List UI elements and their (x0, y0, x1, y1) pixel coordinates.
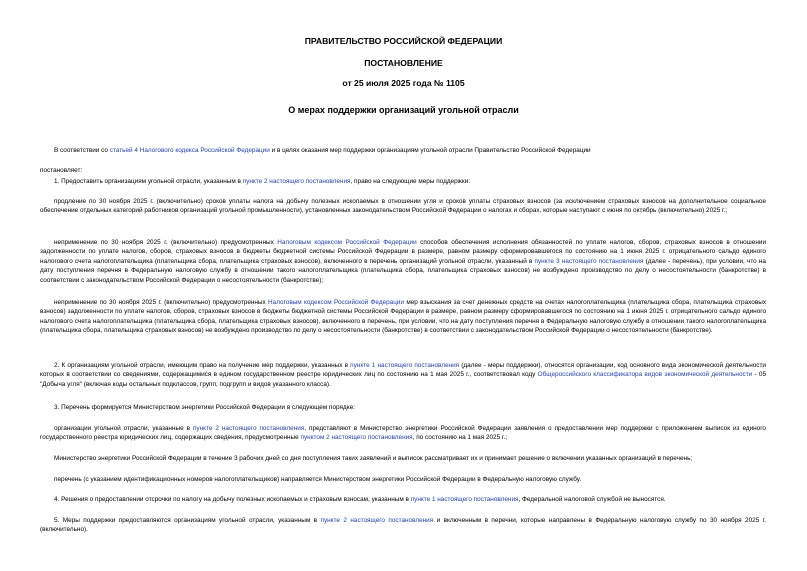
link-tax-code[interactable]: Налоговым кодексом Российской Федерации (277, 239, 417, 246)
link-okved-classifier[interactable]: Общероссийского классификатора видов экономической деятельности (537, 371, 753, 379)
link-tax-code-article-4[interactable]: статьей 4 Налогового кодекса Российской Федерации (109, 147, 270, 154)
paragraph-1-item-a: продление по 30 ноября 2025 г. (включительно) сроков уплаты налога на добычу полезных ископаемых в отношении угля и сроков уплаты страховых взносов (за исключением страховых взносов на дополнительное социальное обеспечение отдельных категорий работников организаций угольной промышленности), установленных законодательством Российской Федерации о налогах и сборах, которые наступают с июня по октябрь (включительно) 2025 г.; (40, 198, 766, 215)
intro-paragraph: В соответствии со статьей 4 Налогового кодекса Российской Федерации и в целях оказания мер поддержки организациям угольной отрасли Правительство Российской Федерации (54, 147, 591, 154)
paragraph-3-item-b: Министерство энергетики Российской Федерации в течение 3 рабочих дней со дня поступления таких заявлений и выписок рассматривает их и принимает решение о включении указанных организаций в перечень; (54, 455, 693, 462)
link-point-1[interactable]: пункте 1 настоящего постановления (410, 496, 519, 503)
paragraph-3-item-a: организации угольной отрасли, указанные в пункте 2 настоящего постановления, представляют в Министерство энергетики Российской Федерации заявления о предоставлении мер поддержки с приложением выписок из единого государственного реестра юридических лиц, содержащих сведения, предусмотренные пунктом 2 настоящего постановления, по состоянию на 1 мая 2025 г.; (40, 425, 766, 442)
government-heading: ПРАВИТЕЛЬСТВО РОССИЙСКОЙ ФЕДЕРАЦИИ (304, 36, 503, 46)
link-point-2[interactable]: пункте 2 настоящего постановления (320, 517, 434, 524)
paragraph-1: 1. Предоставить организациям угольной отрасли, указанным в пункте 2 настоящего постановления, право на следующие меры поддержки: (54, 178, 471, 185)
document-date-number: от 25 июля 2025 года № 1105 (342, 78, 465, 88)
document-title: О мерах поддержки организаций угольной отрасли (288, 105, 519, 115)
paragraph-1-item-c: неприменение по 30 ноября 2025 г. (включительно) предусмотренных Налоговым кодексом Российской Федерации мер взыскания за счет денежных средств на счетах налогоплательщика (плательщика сбора, плательщика страховых взносов) задолженности по уплате налогов, сборов, страховых взносов в бюджеты бюджетной системы Российской Федерации в размере, равном размеру сформировавшегося по состоянию на 1 июня 2025 г. отрицательного сальдо единого налогового счета налогоплательщика (плательщика сбора, плательщика страховых взносов), включенного в перечень, при условии, что на дату поступления перечня в Федеральную налоговую службу в отношении такого налогоплательщика (плательщика сбора, плательщика страховых взносов) не возбуждено производство по делу о несостоятельности (банкротстве) в соответствии с законодательством Российской Федерации о несостоятельности (банкротстве). (40, 299, 767, 335)
link-point-2-ref[interactable]: пунктом 2 настоящего постановления (300, 434, 413, 442)
paragraph-4: 4. Решения о предоставлении отсрочки по налогу на добычу полезных ископаемых и страховым взносам, указанным в пункте 1 настоящего постановления, Федеральной налоговой службой не выносятся. (54, 496, 666, 503)
paragraph-3: 3. Перечень формируется Министерством энергетики Российской Федерации в следующем порядке: (54, 404, 355, 411)
link-point-2[interactable]: пункте 2 настоящего постановления (192, 425, 305, 432)
link-tax-code[interactable]: Налоговым кодексом Российской Федерации (268, 299, 405, 306)
paragraph-1-item-b: неприменение по 30 ноября 2025 г. (включительно) предусмотренных Налоговым кодексом Российской Федерации способов обеспечения исполнения обязанностей по уплате налогов, сборов, страховых взносов в отношении задолженности по уплате налогов, сборов, страховых взносов в бюджеты бюджетной системы Российской Федерации в размере, равном размеру сформировавшегося по состоянию на 1 июня 2025 г. отрицательного сальдо единого налогового счета налогоплательщика (плательщика сбора, плательщика страховых взносов), включенного в перечень организаций угольной отрасли, указанный в пункте 3 настоящего постановления (далее - перечень), при условии, что на дату поступления перечня в Федеральную налоговую службу в отношении такого налогоплательщика (плательщика сбора, плательщика страховых взносов) не возбуждено производство по делу о несостоятельности (банкротстве) в соответствии с законодательством Российской Федерации о несостоятельности (банкротстве); (40, 239, 767, 284)
paragraph-3-item-c: перечень (с указанием идентификационных номеров налогоплательщиков) направляется Министерством энергетики Российской Федерации в Федеральную налоговую службу. (54, 476, 582, 483)
link-point-2[interactable]: пункте 2 настоящего постановления (242, 178, 351, 185)
link-point-3[interactable]: пункте 3 настоящего постановления (534, 257, 644, 265)
document-type: ПОСТАНОВЛЕНИЕ (364, 58, 443, 68)
link-point-1[interactable]: пункте 1 настоящего постановления (350, 362, 460, 369)
paragraph-2: 2. К организациям угольной отрасли, имеющим право на получение мер поддержки, указанных в пункте 1 настоящего постановления (далее - меры поддержки), относятся организации, код основного вида экономической деятельности которых в соответствии со сведениями, содержащимися в едином государственном реестре юридических лиц по состоянию на 1 мая 2025 г., соответствовал коду Общероссийского классификатора видов экономической деятельности - 05 "Добыча угля" (включая коды остальных подклассов, групп, подгрупп и видов указанного класса). (40, 362, 766, 388)
intro-decree-word: постановляет: (40, 167, 83, 174)
paragraph-5: 5. Меры поддержки предоставляются организациям угольной отрасли, указанным в пункте 2 настоящего постановления и включенным в перечни, которые направлены в Федеральную налоговую службу по 30 ноября 2025 г. (включительно). (40, 517, 766, 534)
